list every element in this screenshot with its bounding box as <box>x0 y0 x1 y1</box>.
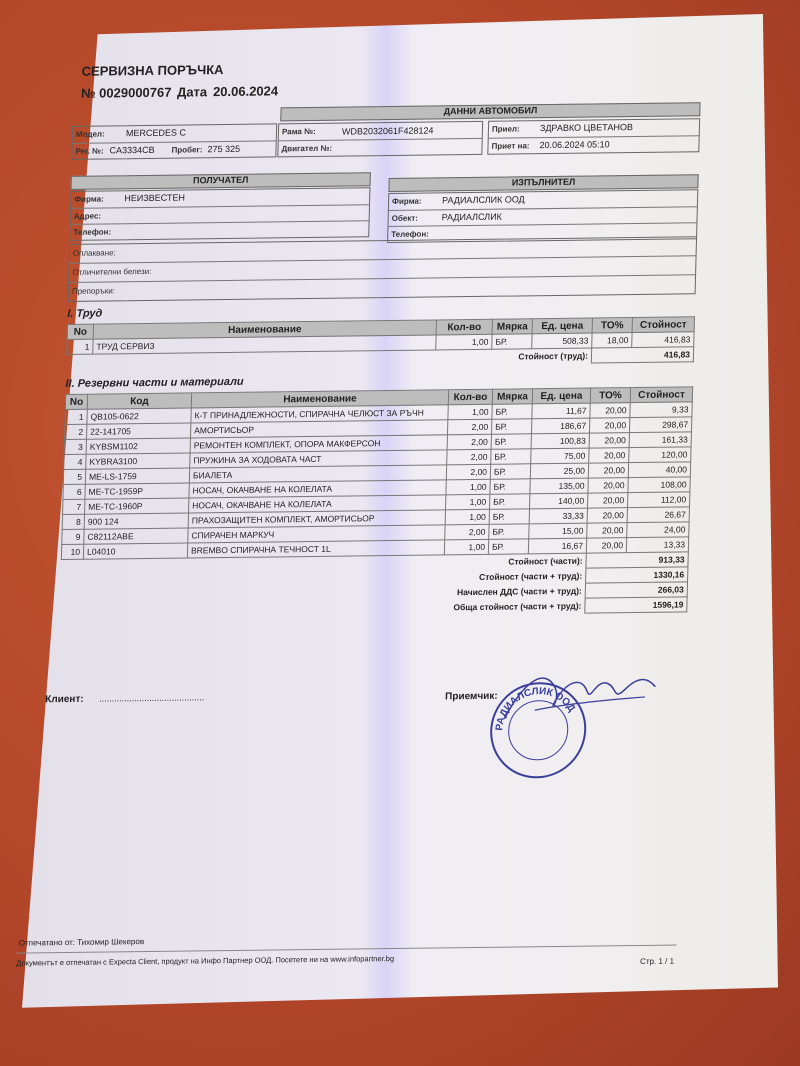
parts-row-name: BREMBO СПИРАЧНА ТЕЧНОСТ 1L <box>187 540 444 558</box>
complaint-label: Оплакване: <box>72 248 116 258</box>
parts-row-disc: 20,00 <box>589 448 629 463</box>
parts-row-no: 10 <box>61 544 83 559</box>
parts-row-no: 4 <box>64 454 86 469</box>
labor-header-disc: ТО% <box>592 318 632 333</box>
recipient-box <box>69 187 370 241</box>
reg-value: CA3334CB <box>109 144 155 156</box>
parts-row-name: К-Т ПРИНАДЛЕЖНОСТИ, СПИРАЧНА ЧЕЛЮСТ ЗА РЪЧН <box>191 405 448 423</box>
parts-row-unit: БР. <box>489 524 529 539</box>
labor-header-total: Стойност <box>632 317 694 333</box>
parts-row-no: 6 <box>63 484 85 499</box>
frame-label: Рама №: <box>281 126 316 137</box>
parts-total-label: Стойност (части): <box>61 553 586 574</box>
parts-row-qty: 2,00 <box>447 419 491 435</box>
executor-site-label: Обект: <box>391 213 418 223</box>
parts-table <box>59 386 693 620</box>
parts-row-total: 108,00 <box>628 477 690 493</box>
parts-row-total: 26,67 <box>627 507 689 523</box>
signature-scribble <box>494 657 666 729</box>
parts-row-unit: БР. <box>490 479 530 494</box>
executor-site-value: РАДИАЛСЛИК <box>441 211 503 223</box>
parts-row-total: 120,00 <box>629 447 691 463</box>
parts-row-code: KYBSM1102 <box>86 438 190 454</box>
received-by-value: ЗДРАВКО ЦВЕТАНОВ <box>539 122 634 134</box>
labor-row-qty: 1,00 <box>436 334 492 350</box>
parts-header-code: Код <box>87 393 191 409</box>
parts-row-code: KYBRA3100 <box>86 453 190 469</box>
parts-row-no: 7 <box>63 499 85 514</box>
software-footer: Документът е отпечатан с Expecta Client, продукт на Инфо Партнер ООД. Посетете ни на www.infopartner.bg <box>16 954 395 968</box>
received-by-label: Приел: <box>491 124 520 134</box>
parts-row-total: 9,33 <box>630 402 692 418</box>
parts-row-code: 22-141705 <box>87 423 191 439</box>
labor-header-name: Наименование <box>93 320 436 339</box>
labor-header-no: No <box>67 324 93 339</box>
parts-row-no: 8 <box>62 514 84 529</box>
parts-row-code: 900 124 <box>84 513 188 529</box>
labor-row-no: 1 <box>67 339 93 354</box>
parts-row-qty: 1,00 <box>444 539 488 555</box>
parts-header-price: Ед. цена <box>532 388 590 404</box>
document-number: № 0029000767 <box>80 84 172 101</box>
parts-row-qty: 2,00 <box>447 449 491 465</box>
labor-row-total: 416,83 <box>632 332 694 348</box>
parts-header-qty: Кол-во <box>448 389 492 405</box>
vat-value: 266,03 <box>585 582 687 598</box>
reg-label: Рег. №: <box>75 146 104 156</box>
executor-phone-label: Телефон: <box>391 229 430 239</box>
executor-company-label: Фирма: <box>391 196 422 206</box>
parts-row-price: 11,67 <box>532 403 590 419</box>
parts-row-qty: 2,00 <box>447 434 491 450</box>
parts-header-disc: ТО% <box>590 388 630 403</box>
parts-row-unit: БР. <box>488 539 528 554</box>
parts-row-unit: БР. <box>490 494 530 509</box>
recipient-header: ПОЛУЧАТЕЛ <box>71 172 371 190</box>
parts-row-code: L04010 <box>83 543 187 559</box>
parts-row-code: C82112ABE <box>84 528 188 544</box>
parts-header-no: No <box>65 394 87 409</box>
parts-row-no: 9 <box>62 529 84 544</box>
grand-total-label: Обща стойност (части + труд): <box>60 598 585 619</box>
labor-row-name: ТРУД СЕРВИЗ <box>93 335 436 354</box>
vat-label: Начислен ДДС (части + труд): <box>60 583 585 604</box>
parts-row-disc: 20,00 <box>588 493 628 508</box>
parts-row-code: ME-LS-1759 <box>85 468 189 484</box>
parts-row-disc: 20,00 <box>587 508 627 523</box>
parts-row-price: 25,00 <box>530 463 588 479</box>
parts-header-name: Наименование <box>191 390 448 408</box>
document-date: 20.06.2024 <box>212 83 279 100</box>
recipient-company-value: НЕИЗВЕСТЕН <box>124 192 186 204</box>
parts-row-total: 13,33 <box>626 537 688 553</box>
parts-row-total: 24,00 <box>627 522 689 538</box>
parts-row-price: 33,33 <box>529 508 587 524</box>
service-order-document <box>16 50 702 1018</box>
labor-row-price: 508,33 <box>532 333 592 349</box>
recipient-phone-label: Телефон: <box>73 227 112 237</box>
date-label: Дата <box>176 84 208 100</box>
marks-label: Отличителни белези: <box>72 266 152 277</box>
parts-row-unit: БР. <box>492 404 532 419</box>
parts-row-no: 3 <box>64 439 86 454</box>
parts-row-price: 100,83 <box>531 433 589 449</box>
parts-row-total: 112,00 <box>627 492 689 508</box>
parts-row-unit: БР. <box>491 434 531 449</box>
notes-box <box>68 236 697 302</box>
parts-row-disc: 20,00 <box>588 478 628 493</box>
printed-by: Отпечатано от: Тихомир Шекеров <box>18 937 145 948</box>
parts-row-total: 40,00 <box>628 462 690 478</box>
parts-row-total: 298,67 <box>629 417 691 433</box>
mileage-label: Пробег: <box>171 145 203 155</box>
mileage-value: 275 325 <box>207 143 241 155</box>
executor-company-value: РАДИАЛСЛИК ООД <box>441 194 525 206</box>
parts-row-qty: 1,00 <box>446 479 490 495</box>
document-title: СЕРВИЗНА ПОРЪЧКА <box>81 62 224 79</box>
labor-header-qty: Кол-во <box>436 319 492 335</box>
labor-total-value: 416,83 <box>591 347 693 363</box>
parts-total-value: 913,33 <box>586 552 688 568</box>
parts-row-code: QB105-0622 <box>87 408 191 424</box>
recommend-label: Препоръки: <box>71 286 116 296</box>
parts-row-name: НОСАЧ, ОКАЧВАНЕ НА КОЛЕЛАТА <box>189 495 446 513</box>
labor-header-price: Ед. цена <box>532 318 592 334</box>
stamp-text: РАДИАЛСЛИК ООД <box>494 686 577 731</box>
parts-row-code: ME-TC-1959P <box>85 483 189 499</box>
labor-header-unit: Мярка <box>492 319 532 334</box>
executor-header: ИЗПЪЛНИТЕЛ <box>388 174 698 192</box>
labor-section-title: I. Труд <box>67 307 103 320</box>
received-on-value: 20.06.2024 05:10 <box>539 139 610 151</box>
parts-row-qty: 1,00 <box>448 404 492 420</box>
parts-row-name: БИАЛЕТА <box>189 465 446 483</box>
page-number: Стр. 1 / 1 <box>639 956 675 967</box>
labor-table <box>66 316 695 370</box>
parts-header-total: Стойност <box>630 387 692 403</box>
parts-row-price: 135,00 <box>530 478 588 494</box>
parts-row-qty: 2,00 <box>446 464 490 480</box>
parts-row-disc: 20,00 <box>586 538 626 553</box>
model-label: Модел: <box>75 129 105 139</box>
parts-section-title: II. Резервни части и материали <box>65 375 244 390</box>
frame-value: WDB2032061F428124 <box>341 125 434 137</box>
labor-row-disc: 18,00 <box>592 333 632 348</box>
client-signature-line: .......................................... <box>99 692 205 704</box>
labor-row-unit: БР. <box>492 334 532 349</box>
received-on-label: Приет на: <box>491 141 530 151</box>
parts-row-price: 16,67 <box>528 538 586 554</box>
parts-row-no: 5 <box>63 469 85 484</box>
parts-row-name: НОСАЧ, ОКАЧВАНЕ НА КОЛЕЛАТА <box>189 480 446 498</box>
parts-row-price: 186,67 <box>531 418 589 434</box>
parts-row-unit: БР. <box>491 449 531 464</box>
parts-row-disc: 20,00 <box>589 433 629 448</box>
parts-row-disc: 20,00 <box>590 403 630 418</box>
executor-box <box>387 189 698 243</box>
parts-row-price: 75,00 <box>531 448 589 464</box>
parts-header-unit: Мярка <box>492 389 532 404</box>
parts-row-qty: 2,00 <box>445 524 489 540</box>
recipient-address-label: Адрес: <box>73 211 102 221</box>
recipient-company-label: Фирма: <box>74 194 104 204</box>
sum-value: 1330,16 <box>586 567 688 583</box>
model-value: MERCEDES C <box>125 127 187 139</box>
parts-row-qty: 1,00 <box>445 509 489 525</box>
parts-row-name: ПРУЖИНА ЗА ХОДОВАТА ЧАСТ <box>190 450 447 468</box>
parts-row-disc: 20,00 <box>587 523 627 538</box>
parts-row-name: РЕМОНТЕН КОМПЛЕКТ, ОПОРА МАКФЕРСОН <box>190 435 447 453</box>
parts-row-no: 1 <box>65 409 87 424</box>
parts-row-name: ПРАХОЗАЩИТЕН КОМПЛЕКТ, АМОРТИСЬОР <box>188 510 445 528</box>
sum-label: Стойност (части + труд): <box>61 568 586 589</box>
parts-row-price: 15,00 <box>529 523 587 539</box>
parts-row-code: ME-TC-1960P <box>85 498 189 514</box>
parts-row-no: 2 <box>65 424 87 439</box>
parts-row-unit: БР. <box>490 464 530 479</box>
parts-row-unit: БР. <box>489 509 529 524</box>
client-label: Клиент: <box>45 693 84 706</box>
parts-row-name: АМОРТИСЬОР <box>190 420 447 438</box>
parts-row-price: 140,00 <box>530 493 588 509</box>
parts-row-qty: 1,00 <box>446 494 490 510</box>
parts-row-total: 161,33 <box>629 432 691 448</box>
labor-total-label: Стойност (труд): <box>66 348 591 369</box>
parts-row-disc: 20,00 <box>589 418 629 433</box>
parts-row-disc: 20,00 <box>588 463 628 478</box>
engine-label: Двигател №: <box>281 143 333 154</box>
parts-row-name: СПИРАЧЕН МАРКУЧ <box>188 525 445 543</box>
vehicle-header: ДАННИ АВТОМОБИЛ <box>280 102 700 121</box>
parts-row-unit: БР. <box>491 419 531 434</box>
receiver-label: Приемчик: <box>444 690 498 703</box>
grand-total-value: 1596,19 <box>585 597 687 613</box>
